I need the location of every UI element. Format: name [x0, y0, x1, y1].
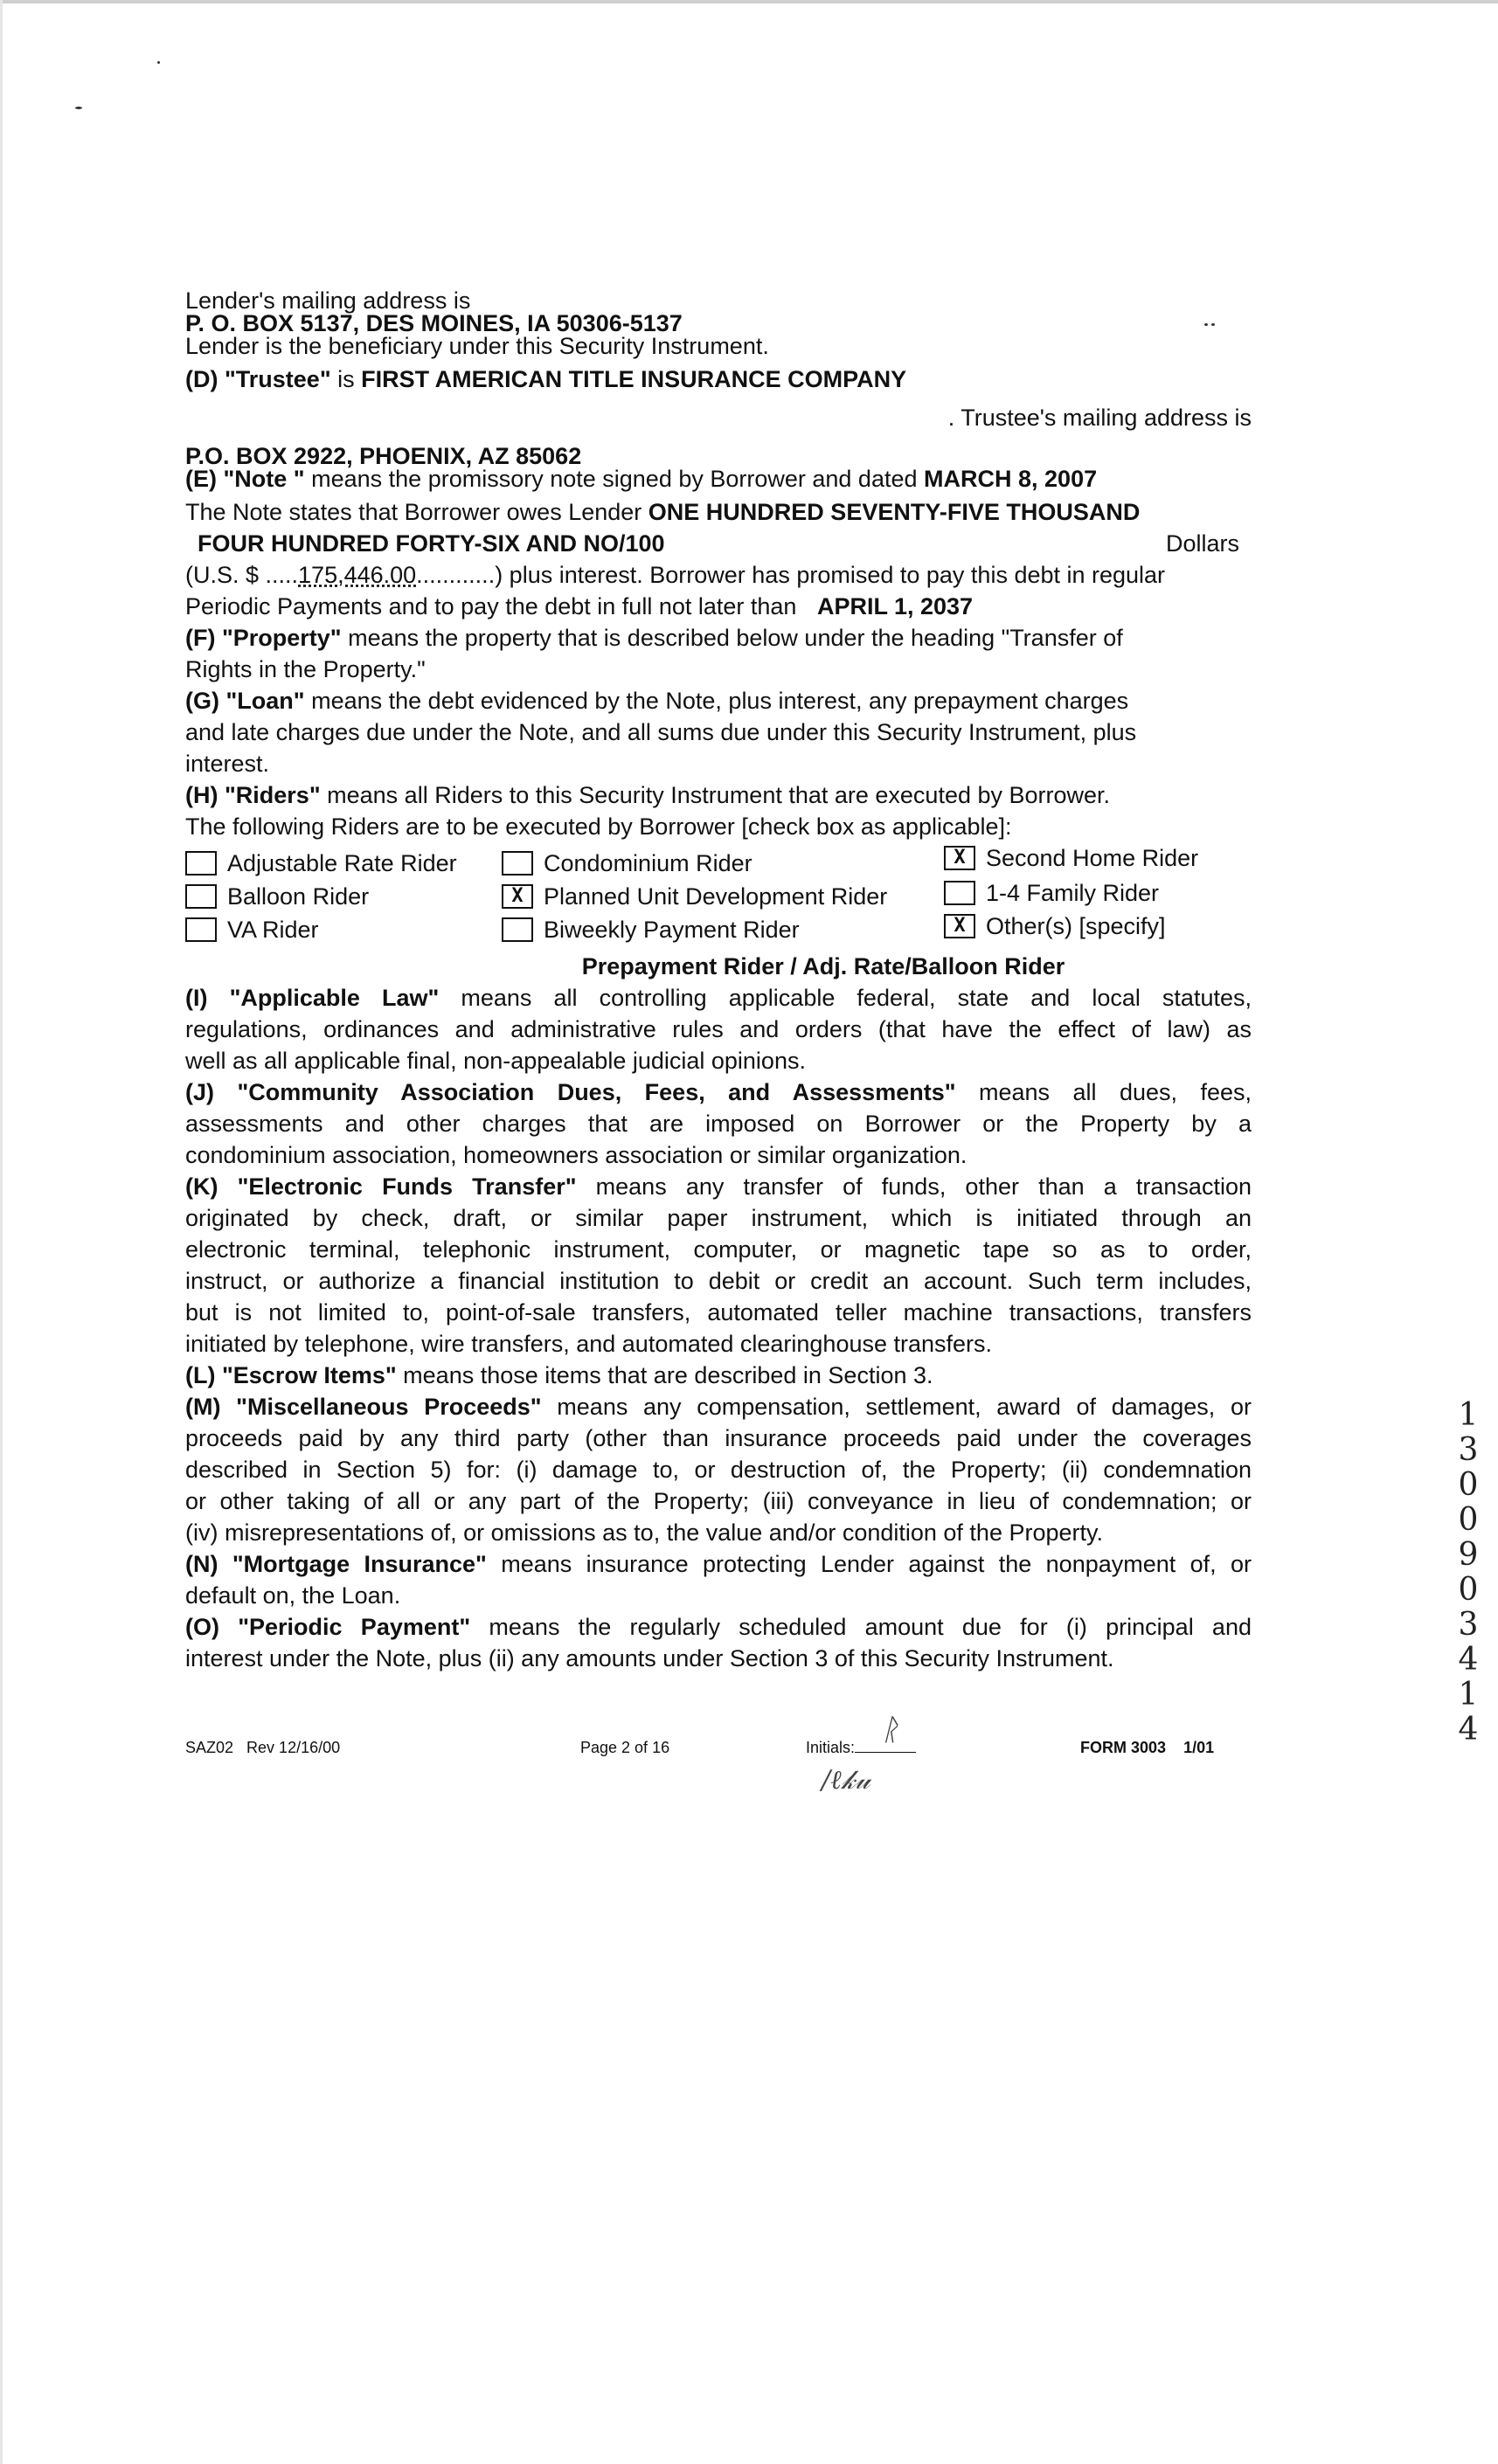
applicable-law-heading: (I) "Applicable Law"	[185, 985, 440, 1011]
riders-text-1: means all Riders to this Security Instrument that are executed by Borrower.	[327, 782, 1111, 808]
misc-text-1: means any compensation, settlement, award of damages, or	[557, 1394, 1252, 1420]
applicable-law-line-1	[185, 982, 1252, 1014]
eft-line-1	[185, 1171, 1252, 1202]
note-us-suffix: ............) plus interest. Borrower has promised to pay this debt in regular	[416, 562, 1166, 588]
footer-initials	[806, 1739, 916, 1757]
misc-line-1	[185, 1391, 1252, 1422]
note-amount-words-line	[185, 528, 1252, 559]
rider-row-2	[185, 881, 1252, 914]
rider-adjustable-rate[interactable]	[185, 848, 457, 879]
footer-form-name: FORM 3003 1/01	[1080, 1739, 1215, 1756]
note-periodic-line	[185, 591, 1252, 622]
eft-text-5: but is not limited to, point-of-sale transfers, automated teller machine transactions, transfers	[185, 1299, 1252, 1325]
lender-address-label: Lender's mailing address is	[185, 287, 471, 314]
rider-checkbox[interactable]: X	[944, 914, 975, 938]
community-text-2: assessments and other charges that are imposed on Borrower or the Property by a	[185, 1111, 1252, 1137]
rider-label: VA Rider	[227, 917, 319, 943]
applicable-law-text-2: regulations, ordinances and administrative rules and orders (that have the effect of law) as	[185, 1016, 1252, 1042]
trustee-address: P.O. BOX 2922, PHOENIX, AZ 85062	[185, 443, 582, 469]
rider-condominium[interactable]	[502, 848, 752, 879]
note-amount: 175,446.00	[298, 562, 417, 588]
rider-checkbox[interactable]	[502, 917, 533, 942]
misc-heading: (M) "Miscellaneous Proceeds"	[185, 1394, 542, 1420]
periodic-payment-line-1	[185, 1611, 1252, 1643]
applicable-law-text-1: means all controlling applicable federal, state and local statutes,	[461, 985, 1252, 1011]
note-periodic-text: Periodic Payments and to pay the debt in full not later than	[185, 593, 797, 619]
note-text: means the promissory note signed by Borrower and dated	[311, 466, 918, 492]
escrow-text-1: means those items that are described in Section 3.	[403, 1362, 933, 1388]
escrow-line	[185, 1360, 1252, 1391]
initials-label: Initials:	[806, 1739, 856, 1756]
misc-text-5: (iv) misrepresentations of, or omissions as to, the value and/or condition of the Property.	[185, 1519, 1104, 1546]
eft-text-1: means any transfer of funds, other than a transaction	[595, 1173, 1252, 1200]
side-recording-stamp: 13009 03414	[1458, 1397, 1479, 1748]
misc-text-4: or other taking of all or any part of the Property; (iii) conveyance in lieu of condemnation; or	[185, 1488, 1252, 1514]
rider-checkbox[interactable]	[185, 851, 217, 876]
community-heading: (J) "Community Association Dues, Fees, and Assessments"	[185, 1079, 956, 1105]
property-heading: (F) "Property"	[185, 625, 342, 651]
rider-label: Planned Unit Development Rider	[544, 883, 888, 910]
mortgage-insurance-text-2: default on, the Loan.	[185, 1582, 401, 1609]
periodic-payment-heading: (O) "Periodic Payment"	[185, 1614, 471, 1640]
property-text-1: means the property that is described below under the heading "Transfer of	[348, 625, 1123, 651]
rider-label: Condominium Rider	[544, 850, 752, 876]
loan-text-3: interest.	[185, 751, 270, 777]
rider-others[interactable]	[944, 910, 1166, 942]
misc-text-2: proceeds paid by any third party (other than insurance proceeds paid under the coverages	[185, 1425, 1252, 1451]
eft-text-4: instruct, or authorize a financial institution to debit or credit an account. Such term includes,	[185, 1268, 1252, 1294]
periodic-payment-text-2: interest under the Note, plus (ii) any amounts under Section 3 of this Security Instrument.	[185, 1645, 1114, 1672]
riders-line-1	[185, 779, 1252, 811]
lender-address: P. O. BOX 5137, DES MOINES, IA 50306-5137	[185, 310, 683, 336]
trustee-heading: (D) "Trustee"	[185, 366, 331, 392]
riders-heading: (H) "Riders"	[185, 782, 321, 808]
rider-va[interactable]	[185, 914, 319, 945]
property-text-2: Rights in the Property."	[185, 656, 426, 682]
trustee-line	[185, 363, 1252, 395]
rider-checkbox[interactable]: X	[502, 884, 533, 909]
note-us-amount-line	[185, 559, 1252, 591]
loan-line-1	[185, 685, 1252, 716]
rider-label: Second Home Rider	[986, 845, 1199, 871]
footer-page-number: Page 2 of 16	[580, 1739, 670, 1756]
applicable-law-text-3: well as all applicable final, non-appealable judicial opinions.	[185, 1048, 806, 1074]
note-heading: (E) "Note "	[185, 466, 305, 492]
eft-text-2: originated by check, draft, or similar paper instrument, which is initiated through an	[185, 1205, 1252, 1231]
rider-label: 1-4 Family Rider	[986, 880, 1160, 906]
rider-row-1	[185, 845, 1252, 881]
footer-form-code: SAZ02 Rev 12/16/00	[185, 1739, 341, 1756]
trustee-is: is	[337, 366, 355, 392]
eft-text-6: initiated by telephone, wire transfers, and automated clearinghouse transfers.	[185, 1331, 993, 1357]
trustee-name: FIRST AMERICAN TITLE INSURANCE COMPANY	[361, 366, 907, 392]
periodic-payment-text-1: means the regularly scheduled amount due for (i) principal and	[489, 1614, 1252, 1640]
eft-heading: (K) "Electronic Funds Transfer"	[185, 1173, 577, 1200]
document-body	[185, 285, 1252, 1674]
note-amount-words-1: ONE HUNDRED SEVENTY-FIVE THOUSAND	[648, 499, 1141, 525]
community-line-1	[185, 1076, 1252, 1108]
note-dollars: Dollars	[1165, 530, 1239, 557]
property-line-1	[185, 622, 1252, 654]
escrow-heading: (L) "Escrow Items"	[185, 1362, 397, 1388]
note-amount-words-2: FOUR HUNDRED FORTY-SIX AND NO/100	[198, 530, 665, 557]
loan-text-1: means the debt evidenced by the Note, plus interest, any prepayment charges	[311, 688, 1129, 714]
scan-speck	[75, 107, 82, 109]
note-maturity: APRIL 1, 2037	[816, 593, 974, 619]
mortgage-insurance-line-1	[185, 1548, 1252, 1580]
rider-biweekly-payment[interactable]	[502, 914, 800, 945]
misc-text-3: described in Section 5) for: (i) damage to, or destruction of, the Property; (ii) condemnation	[185, 1457, 1252, 1483]
initials-signature-mark-1: ᚱ	[881, 1713, 899, 1748]
note-date: MARCH 8, 2007	[924, 466, 1098, 492]
riders-text-2: The following Riders are to be executed by Borrower [check box as applicable]:	[185, 813, 1012, 840]
rider-second-home[interactable]	[944, 842, 1198, 874]
rider-other-specify: Prepayment Rider / Adj. Rate/Balloon Rider	[581, 953, 1065, 979]
rider-label: Other(s) [specify]	[986, 913, 1166, 939]
note-line	[185, 463, 1252, 495]
note-owes-text: The Note states that Borrower owes Lender	[185, 499, 642, 525]
lender-beneficiary: Lender is the beneficiary under this Security Instrument.	[185, 333, 769, 359]
mortgage-insurance-text-1: means insurance protecting Lender against the nonpayment of, or	[501, 1551, 1252, 1577]
loan-text-2: and late charges due under the Note, and all sums due under this Security Instrument, plus	[185, 719, 1137, 745]
mortgage-insurance-heading: (N) "Mortgage Insurance"	[185, 1551, 487, 1577]
community-text-3: condominium association, homeowners association or similar organization.	[185, 1142, 967, 1168]
rider-planned-unit-development[interactable]	[502, 881, 887, 912]
rider-label: Biweekly Payment Rider	[544, 917, 800, 943]
trustee-mailing-line	[185, 402, 1252, 433]
rider-checkbox[interactable]: X	[944, 846, 975, 870]
rider-checkbox[interactable]	[185, 917, 217, 942]
rider-checkbox[interactable]	[185, 884, 217, 909]
rider-label: Adjustable Rate Rider	[227, 850, 457, 876]
note-owes-line	[185, 496, 1252, 528]
rider-checkbox[interactable]	[944, 881, 975, 905]
loan-heading: (G) "Loan"	[185, 688, 305, 714]
initials-signature-mark-2: /ℓ𝓀𝓊	[822, 1765, 870, 1796]
rider-balloon[interactable]	[185, 881, 369, 912]
page-top-edge	[0, 0, 1498, 3]
rider-label: Balloon Rider	[227, 883, 370, 910]
trustee-mailing-label: . Trustee's mailing address is	[947, 405, 1252, 431]
rider-checkbox[interactable]	[502, 851, 533, 876]
eft-text-3: electronic terminal, telephonic instrument, computer, or magnetic tape so as to order,	[185, 1236, 1252, 1263]
community-text-1: means all dues, fees,	[978, 1079, 1252, 1105]
rider-1-4-family[interactable]	[944, 877, 1159, 909]
page-left-edge	[0, 0, 3, 2464]
note-us-prefix: (U.S. $ .....	[185, 562, 299, 588]
rider-row-3	[185, 914, 1252, 947]
scan-speck	[157, 61, 160, 64]
